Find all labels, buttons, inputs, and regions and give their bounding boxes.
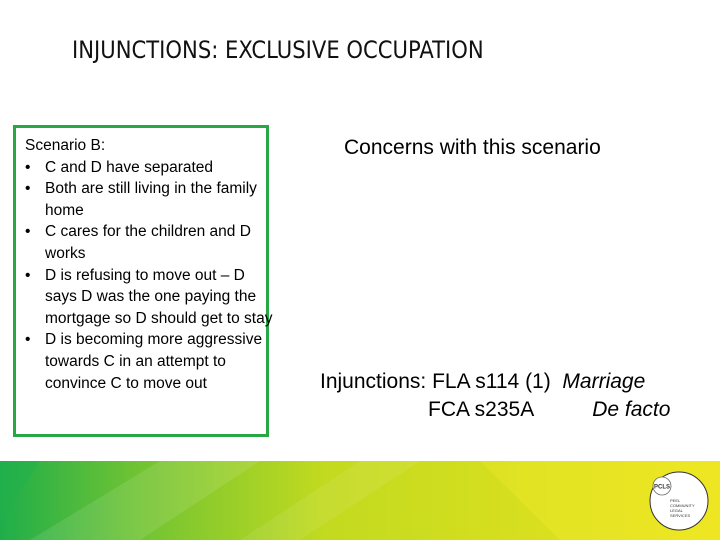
scenario-point: • D is becoming more aggressive towards C in an attempt to convince C to move out — [25, 331, 263, 392]
scenario-point: • D is refusing to move out – D says D was the one paying the mortgage so D should get to stay — [25, 266, 273, 327]
bullet-icon: • — [25, 266, 31, 284]
slide-title: INJUNCTIONS: EXCLUSIVE OCCUPATION — [72, 36, 484, 64]
bullet-icon: • — [25, 180, 31, 198]
scenario-point: • Both are still living in the family home — [25, 180, 257, 219]
bullet-icon: • — [25, 331, 31, 349]
injunctions-marriage-line — [320, 370, 645, 394]
scenario-heading: Scenario B: — [25, 137, 106, 154]
footer-decoration — [0, 461, 720, 540]
scenario-text — [25, 135, 275, 394]
injunctions-fca-label: FCA s235A — [428, 398, 535, 421]
svg-text:LEGAL: LEGAL — [670, 508, 683, 513]
bullet-icon: • — [25, 158, 31, 176]
svg-text:PEEL: PEEL — [670, 498, 681, 503]
bullet-icon: • — [25, 223, 31, 241]
de-facto-label: De facto — [592, 398, 671, 421]
scenario-point: • C and D have separated — [25, 157, 275, 179]
scenario-point: • C cares for the children and D works — [25, 223, 251, 262]
injunctions-defacto-line — [428, 398, 670, 422]
svg-text:PCLS: PCLS — [653, 484, 671, 491]
svg-text:COMMUNITY: COMMUNITY — [670, 503, 695, 508]
scenario-box — [13, 125, 273, 437]
concerns-heading: Concerns with this scenario — [344, 136, 601, 159]
marriage-label: Marriage — [562, 370, 646, 393]
injunctions-fla-label: Injunctions: FLA s114 (1) — [320, 370, 551, 393]
scenario-points — [25, 157, 275, 395]
pcls-logo — [648, 470, 710, 532]
svg-text:SERVICES: SERVICES — [670, 513, 691, 518]
